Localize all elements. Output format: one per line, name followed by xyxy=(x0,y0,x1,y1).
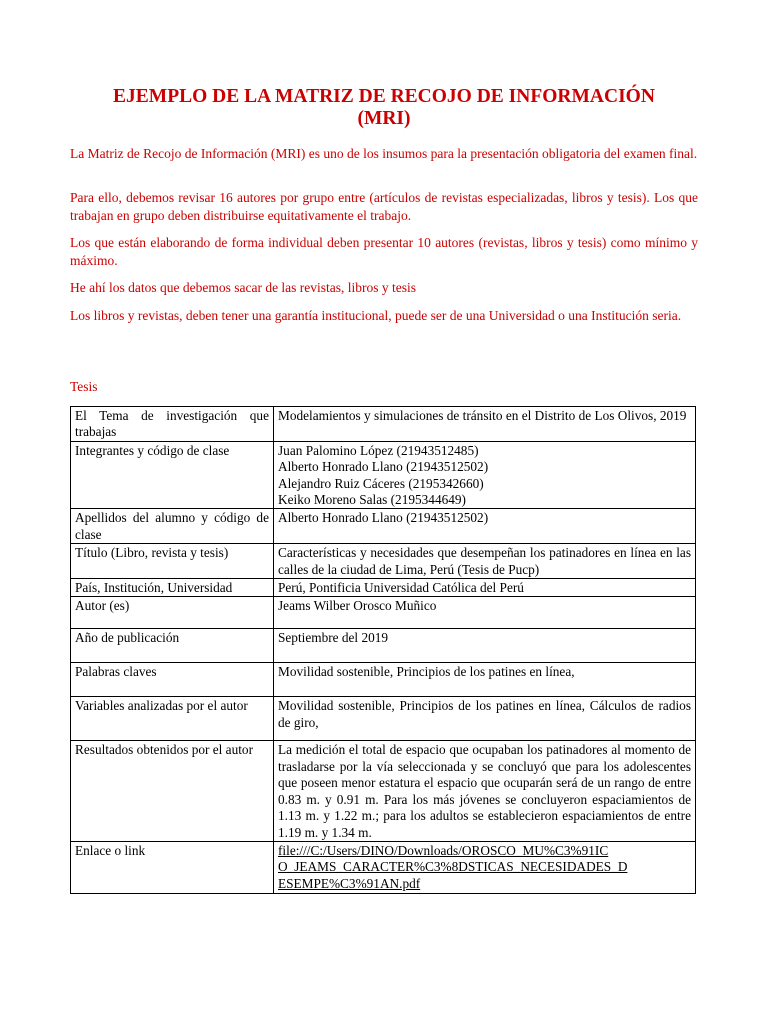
row-key: Palabras claves xyxy=(71,663,274,697)
table-row xyxy=(71,741,696,841)
section-label-tesis: Tesis xyxy=(70,379,98,394)
table-row xyxy=(71,441,696,509)
row-value: Modelamientos y simulaciones de tránsito en el Distrito de Los Olivos, 2019 xyxy=(274,407,696,442)
paragraph-individual: Los que están elaborando de forma individual deben presentar 10 autores (revistas, libros y tesis) como mínimo y máximo. xyxy=(70,235,698,268)
title-line-1: EJEMPLO DE LA MATRIZ DE RECOJO DE INFORMACIÓN xyxy=(113,86,655,107)
table-row xyxy=(71,663,696,697)
table-row xyxy=(71,407,696,442)
member-line: Alberto Honrado Llano (21943512502) xyxy=(278,459,489,475)
member-line: Juan Palomino López (21943512485) xyxy=(278,442,479,458)
row-value: Movilidad sostenible, Principios de los patines en línea, Cálculos de radios de giro, xyxy=(274,697,696,741)
row-key: Apellidos del alumno y código de clase xyxy=(71,509,274,544)
table-row xyxy=(71,697,696,741)
table-row xyxy=(71,509,696,544)
row-value xyxy=(274,841,696,893)
table-row xyxy=(71,841,696,893)
member-line: Alejandro Ruiz Cáceres (2195342660) xyxy=(278,475,484,491)
row-value: Perú, Pontificia Universidad Católica del Perú xyxy=(274,579,696,597)
paragraph-intro: La Matriz de Recojo de Información (MRI) es uno de los insumos para la presentación obligatoria del examen final. xyxy=(70,146,698,161)
row-value: Jeams Wilber Orosco Muñico xyxy=(274,597,696,629)
paragraph-guarantee: Los libros y revistas, deben tener una garantía institucional, puede ser de una Universidad o una Institución seria. xyxy=(70,308,682,323)
row-value: Características y necesidades que desempeñan los patinadores en línea en las calles de la ciudad de Lima, Perú (Tesis de Pucp) xyxy=(274,544,696,579)
row-value: Alberto Honrado Llano (21943512502) xyxy=(274,509,696,544)
row-value: Septiembre del 2019 xyxy=(274,629,696,663)
table-row xyxy=(71,544,696,579)
row-key: Enlace o link xyxy=(71,841,274,893)
paragraph-data-source: He ahí los datos que debemos sacar de las revistas, libros y tesis xyxy=(70,280,417,295)
row-key: Año de publicación xyxy=(71,629,274,663)
row-value: La medición el total de espacio que ocupaban los patinadores al momento de trasladarse por la vía seleccionada y se concluyó que para los adolescentes que poseen menor estatura el espacio que ocuparán será de un rango de entre 0.83 m. y 0.91 m. Para los más jóvenes se concluyeron espaciamientos de 1.13 m. y 1.22 m.; para los adultos se establecieron espaciamientos de entre 1.19 m. y 1.34 m. xyxy=(274,741,696,841)
row-key: Resultados obtenidos por el autor xyxy=(71,741,274,841)
row-key: Título (Libro, revista y tesis) xyxy=(71,544,274,579)
pdf-link-line[interactable]: ESEMPE%C3%91AN.pdf xyxy=(278,875,421,891)
table-row xyxy=(71,629,696,663)
row-key: País, Institución, Universidad xyxy=(71,579,274,597)
paragraph-authors-count: Para ello, debemos revisar 16 autores por grupo entre (artículos de revistas especializadas, libros y tesis). Los que trabajan en grupo deben distribuirse equitativamente el trabajo. xyxy=(70,190,698,223)
page-title xyxy=(70,86,698,130)
member-line: Keiko Moreno Salas (2195344649) xyxy=(278,492,466,508)
row-key: El Tema de investigación que trabajas xyxy=(71,407,274,442)
row-value: Movilidad sostenible, Principios de los patines en línea, xyxy=(274,663,696,697)
table-row xyxy=(71,579,696,597)
row-key: Autor (es) xyxy=(71,597,274,629)
table-row xyxy=(71,597,696,629)
row-key: Variables analizadas por el autor xyxy=(71,697,274,741)
mri-table xyxy=(70,406,696,894)
row-key: Integrantes y código de clase xyxy=(71,441,274,509)
row-value xyxy=(274,441,696,509)
title-line-2: (MRI) xyxy=(357,108,411,129)
pdf-link-line[interactable]: O_JEAMS_CARACTER%C3%8DSTICAS_NECESIDADES_D xyxy=(278,859,628,875)
pdf-link-line[interactable]: file:///C:/Users/DINO/Downloads/OROSCO_MU%C3%91IC xyxy=(278,842,609,858)
